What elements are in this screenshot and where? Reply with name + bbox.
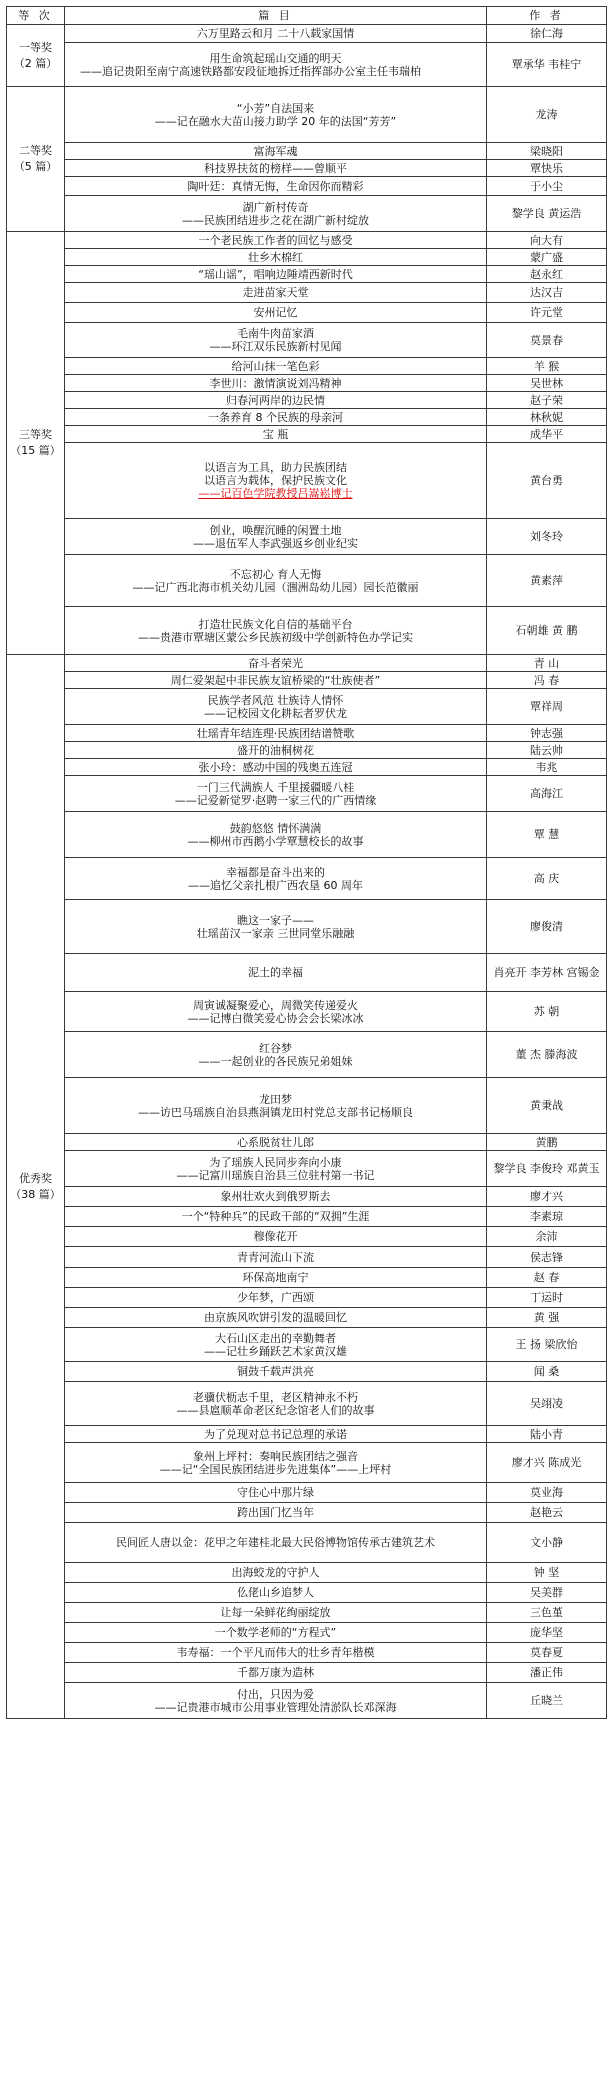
entry-author: 董 杰 滕海波	[487, 1032, 607, 1078]
table-row	[7, 1268, 607, 1288]
table-row	[7, 1523, 607, 1563]
table-row	[7, 25, 607, 43]
table-row	[7, 759, 607, 776]
entry-title-sub: ——一起创业的各民族兄弟姐妹	[198, 1054, 353, 1068]
entry-author: 达汉吉	[487, 283, 607, 303]
entry-title-main: 一个“特种兵”的民政干部的“双拥”生涯	[181, 1210, 370, 1223]
entry-author: 成华平	[487, 426, 607, 443]
entry-title-sub: ——民族团结进步之花在湖广新村绽放	[182, 213, 369, 227]
entry-title	[65, 1603, 487, 1623]
entry-author: 黄秉战	[487, 1078, 607, 1134]
entry-author: 三色堇	[487, 1603, 607, 1623]
entry-title-main: 周寅诚凝聚爱心，周微笑传递爱火	[193, 998, 358, 1012]
entry-author: 潘正伟	[487, 1663, 607, 1683]
entry-title-main: 不忘初心 育人无悔	[229, 567, 322, 581]
entry-title	[65, 900, 487, 954]
entry-title-sub: ——追记贵阳至南宁高速铁路都安段征地拆迁指挥部办公室主任韦瑞柏	[80, 64, 421, 78]
entry-title-main: “小芳”自法国来	[236, 101, 315, 115]
entry-author: 陆云帅	[487, 742, 607, 759]
entry-author: 黄素萍	[487, 555, 607, 607]
entry-title-main: 盛开的油桐树花	[237, 743, 314, 757]
entry-author: 黄 强	[487, 1308, 607, 1328]
table-row	[7, 672, 607, 689]
entry-title-main: 科技界扶贫的榜样——曾顺平	[204, 161, 347, 175]
entry-author: 覃祥周	[487, 689, 607, 725]
table-row	[7, 1247, 607, 1268]
table-row	[7, 1032, 607, 1078]
entry-title-sub: ——退伍军人李武强返乡创业纪实	[193, 536, 358, 550]
entry-title	[65, 992, 487, 1032]
entry-title-main: 张小玲：感动中国的残奥五连冠	[198, 760, 353, 774]
table-row	[7, 1227, 607, 1247]
entry-title	[65, 160, 487, 177]
entry-title	[65, 655, 487, 672]
table-row	[7, 725, 607, 742]
entry-title	[65, 1227, 487, 1247]
entry-title-main: 少年梦，广西颂	[237, 1291, 314, 1304]
table-row	[7, 742, 607, 759]
award-category-name: 二等奖	[19, 144, 52, 157]
entry-title-main: 给河山抹一笔色彩	[231, 359, 320, 373]
award-category	[7, 87, 65, 232]
table-row	[7, 196, 607, 232]
entry-title	[65, 43, 487, 87]
entry-author: 黄鹏	[487, 1134, 607, 1151]
entry-author: 吴翊凌	[487, 1382, 607, 1426]
award-category-name: 一等奖	[19, 40, 52, 54]
entry-title	[65, 1288, 487, 1308]
entry-author: 吴美群	[487, 1583, 607, 1603]
entry-title-main: 奋斗者荣光	[248, 656, 303, 670]
entry-author: 许元堂	[487, 303, 607, 323]
entry-title-main: 由京族风吹饼引发的温暖回忆	[204, 1311, 347, 1324]
entry-title-main: 环保高地南宁	[242, 1271, 309, 1284]
entry-author: 韦兆	[487, 759, 607, 776]
table-row	[7, 283, 607, 303]
table-row	[7, 1503, 607, 1523]
entry-title	[65, 177, 487, 196]
award-category-count: （2 篇）	[13, 56, 58, 70]
table-row	[7, 1207, 607, 1227]
entry-title-main: 李世川：激情演说刘冯精神	[209, 376, 342, 390]
entry-title	[65, 1563, 487, 1583]
entry-title	[65, 742, 487, 759]
entry-title-main: 民族学者风范 壮族诗人情怀	[207, 693, 344, 707]
entry-title-main: 大石山区走出的幸勤舞者	[215, 1331, 336, 1345]
entry-title-main: 为了瑶族人民同步奔向小康	[209, 1155, 342, 1169]
entry-title-main: 一个数学老师的“方程式”	[214, 1626, 337, 1639]
table-row	[7, 1603, 607, 1623]
entry-author: 肖亮开 李芳林 宫锡金	[487, 954, 607, 992]
table-row	[7, 1288, 607, 1308]
entry-author: 廖才兴	[487, 1187, 607, 1207]
entry-title	[65, 1032, 487, 1078]
award-category-name: 三等奖	[19, 428, 52, 441]
table-row	[7, 954, 607, 992]
entry-title-main: 民间匠人唐以金：花甲之年建桂北最大民俗博物馆传承古建筑艺术	[116, 1536, 435, 1549]
entry-author: 羊 猴	[487, 358, 607, 375]
entry-title-main: “瑶山谣”，唱响边陲靖西新时代	[198, 267, 353, 281]
table-row	[7, 375, 607, 392]
entry-title	[65, 725, 487, 742]
entry-title-sub: ——记博白微笑爱心协会会长梁冰冰	[187, 1011, 364, 1025]
awards-body	[7, 25, 607, 1719]
entry-title-main: 韦寿福：一个平凡而伟大的壮乡青年楷模	[176, 1646, 375, 1659]
table-row	[7, 1134, 607, 1151]
table-row	[7, 1362, 607, 1382]
award-category-count: （38 篇）	[10, 1187, 61, 1201]
table-row	[7, 232, 607, 249]
entry-title-main: 宝 瓶	[262, 427, 289, 441]
table-row	[7, 1308, 607, 1328]
table-row	[7, 1643, 607, 1663]
entry-title	[65, 1663, 487, 1683]
entry-author: 黎学良 李俊玲 邓黄玉	[487, 1151, 607, 1187]
entry-author: 余沛	[487, 1227, 607, 1247]
entry-title	[65, 1207, 487, 1227]
award-category	[7, 655, 65, 1719]
entry-title-main: 一门三代满族人 千里援疆暖八桂	[196, 780, 355, 794]
entry-title	[65, 689, 487, 725]
award-category-count: （5 篇）	[13, 160, 58, 173]
entry-author: 闻 桑	[487, 1362, 607, 1382]
entry-title	[65, 1503, 487, 1523]
entry-title-main: 富海军魂	[253, 144, 298, 158]
entry-title	[65, 266, 487, 283]
entry-title-main: 一个老民族工作者的回忆与感受	[198, 233, 353, 247]
entry-title	[65, 672, 487, 689]
entry-title-main: 陶叶廷：真情无悔，生命因你而精彩	[187, 179, 364, 193]
entry-title	[65, 87, 487, 143]
entry-title-sub: ——记“全国民族团结进步先进集体”——上坪村	[159, 1462, 392, 1476]
entry-author: 陆小青	[487, 1426, 607, 1443]
entry-title-main: 以语言为工具，助力民族团结	[204, 461, 347, 474]
entry-title	[65, 1247, 487, 1268]
entry-title-main: 为了兑现对总书记总理的承诺	[204, 1427, 347, 1441]
entry-author: 冯 春	[487, 672, 607, 689]
award-category	[7, 232, 65, 655]
header-title: 篇 目	[65, 7, 487, 25]
entry-title	[65, 759, 487, 776]
table-row	[7, 443, 607, 519]
entry-author: 于小尘	[487, 177, 607, 196]
entry-title	[65, 375, 487, 392]
entry-author: 赵永红	[487, 266, 607, 283]
entry-title	[65, 1362, 487, 1382]
entry-author: 钟志强	[487, 725, 607, 742]
entry-title	[65, 443, 487, 519]
table-row	[7, 1078, 607, 1134]
entry-author: 莫春夏	[487, 1643, 607, 1663]
entry-title-sub: ——环江双乐民族新村见闻	[209, 340, 342, 353]
entry-title-main: 壮乡木棉红	[248, 250, 303, 264]
entry-author: 覃快乐	[487, 160, 607, 177]
award-category-count: （15 篇）	[10, 444, 61, 457]
entry-title-main: 走进苗家天堂	[242, 286, 309, 299]
entry-title	[65, 323, 487, 358]
entry-title-sub: ——记校园文化耕耘者罗伏龙	[204, 706, 347, 720]
entry-author: 丁运时	[487, 1288, 607, 1308]
entry-title-main: 铜鼓千载声洪亮	[237, 1365, 314, 1378]
entry-title-main: 出海蛟龙的守护人	[231, 1566, 320, 1579]
entry-author: 高海江	[487, 776, 607, 812]
table-row	[7, 143, 607, 160]
entry-author: 向大有	[487, 232, 607, 249]
entry-title	[65, 519, 487, 555]
entry-title-main: 湖广新村传奇	[242, 200, 309, 214]
entry-title-main: 穆像花开	[253, 1230, 298, 1243]
entry-title-main: 跨出国门忆当年	[237, 1506, 314, 1519]
entry-title-sub: ——记壮乡踊跃艺术家黄汉雄	[204, 1344, 347, 1358]
entry-title-main: 六万里路云和月 二十八载家国情	[196, 27, 355, 40]
entry-title-main: 千都万康为造林	[237, 1666, 314, 1679]
entry-title-sub: ——记在融水大苗山接力助学 20 年的法国“芳芳”	[154, 114, 397, 128]
entry-title-main: 付出，只因为爱	[237, 1687, 314, 1701]
entry-title	[65, 232, 487, 249]
entry-title-main: 安州记忆	[253, 306, 298, 319]
entry-author: 苏 朝	[487, 992, 607, 1032]
table-row	[7, 812, 607, 858]
table-row	[7, 1483, 607, 1503]
entry-title	[65, 1683, 487, 1719]
entry-title	[65, 954, 487, 992]
entry-title	[65, 1151, 487, 1187]
entry-title-sub: ——记爱新觉罗·赵聘一家三代的广西情缘	[174, 793, 377, 807]
table-row	[7, 160, 607, 177]
entry-title	[65, 358, 487, 375]
entry-author: 赵艳云	[487, 1503, 607, 1523]
entry-author: 廖俊清	[487, 900, 607, 954]
entry-author: 徐仁海	[487, 25, 607, 43]
entry-author: 赵 春	[487, 1268, 607, 1288]
table-row	[7, 1443, 607, 1483]
entry-title	[65, 1623, 487, 1643]
entry-title-main: 毛南牛肉苗家酒	[237, 327, 314, 340]
entry-title	[65, 25, 487, 43]
entry-title	[65, 249, 487, 266]
entry-author: 莫业海	[487, 1483, 607, 1503]
entry-title-main: 象州上坪村：奏响民族团结之强音	[193, 1449, 358, 1463]
table-row	[7, 323, 607, 358]
table-row	[7, 1328, 607, 1362]
table-row	[7, 655, 607, 672]
entry-title	[65, 1187, 487, 1207]
entry-title	[65, 812, 487, 858]
entry-title-sub: ——记广西北海市机关幼儿园（涠洲岛幼儿园）园长范徽丽	[132, 580, 419, 594]
entry-author: 黄台勇	[487, 443, 607, 519]
entry-title-main: 老骥伏枥志千里，老区精神永不朽	[193, 1390, 358, 1404]
entry-title	[65, 283, 487, 303]
entry-title-sub: ——记富川瑶族自治县三位驻村第一书记	[176, 1168, 375, 1182]
table-row	[7, 392, 607, 409]
award-category-name: 优秀奖	[19, 1171, 52, 1185]
table-row	[7, 266, 607, 283]
entry-title-sub: ——追忆父亲扎根广西农垦 60 周年	[188, 878, 363, 892]
entry-author: 钟 坚	[487, 1563, 607, 1583]
table-row	[7, 1382, 607, 1426]
entry-title	[65, 1328, 487, 1362]
entry-title-main: 幸福都是奋斗出来的	[226, 865, 325, 879]
entry-author: 侯志锋	[487, 1247, 607, 1268]
table-row	[7, 858, 607, 900]
table-row	[7, 1187, 607, 1207]
entry-author: 赵子荣	[487, 392, 607, 409]
header-row	[7, 7, 607, 25]
entry-title-main: 青青河流山下流	[237, 1250, 314, 1264]
entry-title-main: 周仁爱架起中非民族友谊桥梁的“壮族使者”	[170, 673, 381, 687]
entry-title-main: 心系脱贫壮儿郎	[237, 1135, 314, 1149]
entry-title-main: 仫佬山乡追梦人	[237, 1586, 314, 1599]
header-author: 作 者	[487, 7, 607, 25]
entry-author: 龙涛	[487, 87, 607, 143]
entry-title-main: 一条养育 8 个民族的母亲河	[208, 410, 343, 424]
table-row	[7, 1683, 607, 1719]
entry-title-sub: ——贵港市覃塘区蒙公乡民族初级中学创新特色办学记实	[138, 630, 413, 644]
table-row	[7, 992, 607, 1032]
entry-title-main: 瞧这一家子——	[237, 913, 314, 927]
table-row	[7, 900, 607, 954]
entry-title	[65, 1426, 487, 1443]
table-row	[7, 1151, 607, 1187]
entry-title-main: 用生命筑起瑶山交通的明天	[209, 51, 342, 65]
header-category: 等 次	[7, 7, 65, 25]
entry-author: 青 山	[487, 655, 607, 672]
entry-title	[65, 776, 487, 812]
entry-author: 李素琼	[487, 1207, 607, 1227]
entry-title	[65, 426, 487, 443]
table-row	[7, 1663, 607, 1683]
entry-title	[65, 392, 487, 409]
entry-author: 文小静	[487, 1523, 607, 1563]
entry-title-sub: ——县扈顺革命老区纪念馆老人们的故事	[176, 1403, 375, 1417]
entry-title-sub: ——记百色学院教授吕嵩崧博士	[198, 487, 353, 500]
entry-author: 吴世林	[487, 375, 607, 392]
entry-title	[65, 196, 487, 232]
entry-title	[65, 1583, 487, 1603]
table-row	[7, 87, 607, 143]
entry-title	[65, 858, 487, 900]
table-row	[7, 409, 607, 426]
entry-title-sub: ——柳州市西鹅小学覃慧校长的故事	[187, 834, 364, 848]
entry-title-main: 红谷梦	[259, 1041, 292, 1055]
entry-title-sub: ——访巴马瑶族自治县燕洞镇龙田村党总支部书记杨顺良	[138, 1105, 413, 1119]
awards-table	[6, 6, 607, 1719]
entry-author: 石朝雄 黄 鹏	[487, 607, 607, 655]
entry-author: 刘冬玲	[487, 519, 607, 555]
entry-author: 莫景春	[487, 323, 607, 358]
table-row	[7, 1583, 607, 1603]
table-row	[7, 555, 607, 607]
entry-title	[65, 1523, 487, 1563]
entry-title-main: 创业，唤醒沉睡的闲置土地	[209, 523, 342, 537]
entry-title	[65, 303, 487, 323]
entry-author: 高 庆	[487, 858, 607, 900]
entry-title	[65, 607, 487, 655]
entry-author: 丘晓兰	[487, 1683, 607, 1719]
entry-title	[65, 143, 487, 160]
table-row	[7, 1623, 607, 1643]
table-row	[7, 776, 607, 812]
entry-title-main: 龙田梦	[259, 1092, 292, 1106]
table-row	[7, 1426, 607, 1443]
table-row	[7, 177, 607, 196]
entry-author: 梁晓阳	[487, 143, 607, 160]
entry-author: 林秋妮	[487, 409, 607, 426]
entry-title	[65, 1268, 487, 1288]
table-row	[7, 249, 607, 266]
entry-author: 王 扬 梁欣怡	[487, 1328, 607, 1362]
entry-title-main: 归春河两岸的边民情	[226, 393, 325, 407]
table-row	[7, 689, 607, 725]
entry-title	[65, 1483, 487, 1503]
entry-title-main: 象州壮欢火到俄罗斯去	[220, 1190, 331, 1203]
entry-author: 庞华坚	[487, 1623, 607, 1643]
entry-title-main: 守住心中那片绿	[237, 1486, 314, 1499]
entry-title-sub: 壮瑶苗汉一家亲 三世同堂乐融融	[196, 926, 355, 940]
entry-author: 覃 慧	[487, 812, 607, 858]
entry-title-main: 泥土的幸福	[248, 966, 303, 979]
table-row	[7, 1563, 607, 1583]
award-category	[7, 25, 65, 87]
entry-title-sub: ——记贵港市城市公用事业管理处清淤队长邓深海	[154, 1700, 397, 1714]
table-row	[7, 358, 607, 375]
entry-title-sub: 以语言为载体，保护民族文化	[204, 474, 347, 487]
table-row	[7, 303, 607, 323]
entry-author: 黎学良 黄运浩	[487, 196, 607, 232]
entry-title-main: 打造壮民族文化自信的基础平台	[198, 617, 353, 631]
entry-title	[65, 1308, 487, 1328]
entry-title-main: 鼓韵悠悠 情怀满满	[229, 821, 322, 835]
entry-title	[65, 1643, 487, 1663]
entry-author: 廖才兴 陈成光	[487, 1443, 607, 1483]
entry-title	[65, 1443, 487, 1483]
entry-title-main: 壮瑶青年结连理·民族团结谱赞歌	[196, 726, 355, 740]
entry-title	[65, 409, 487, 426]
entry-title	[65, 1078, 487, 1134]
entry-title	[65, 1382, 487, 1426]
table-row	[7, 426, 607, 443]
table-row	[7, 43, 607, 87]
table-row	[7, 519, 607, 555]
entry-author: 蒙广盛	[487, 249, 607, 266]
table-row	[7, 607, 607, 655]
entry-author: 覃承华 韦桂宁	[487, 43, 607, 87]
entry-title-main: 让每一朵鲜花绚丽绽放	[220, 1606, 331, 1619]
entry-title	[65, 1134, 487, 1151]
entry-title	[65, 555, 487, 607]
